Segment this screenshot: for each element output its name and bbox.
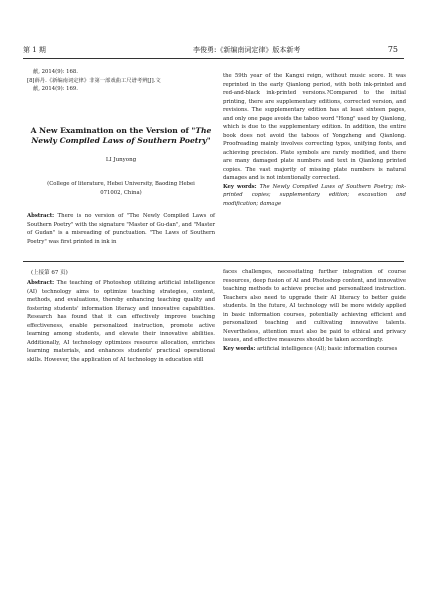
reference-8-continuation: 献, 2014(9): 169. bbox=[33, 86, 78, 92]
keywords-text: The Newly Compiled Laws of Southern Poetry; ink-printed copies; supplementary edition; excavation and modification; damage bbox=[223, 183, 406, 207]
continued-abstract-text-right: faces challenges, necessitating further integration of course resources, deep fusion of AI and Photoshop content, and innovative teaching methods to achieve precise and personalized instruction. Teachers also need to upgrade their AI literacy to better guide students. In the future, AI technology will be more widely applied in basic information courses, potentially achieving efficient and personalized teaching and cultivating innovative talents. Nevertheless, attention must also be paid to ethical and privacy issues, and effective measures should be taken accordingly. bbox=[223, 269, 406, 343]
continued-label: (上接第 67 页) bbox=[31, 270, 68, 276]
continued-abstract-right bbox=[223, 268, 406, 353]
reference-continuation: 献, 2014(9): 168. bbox=[33, 69, 78, 75]
english-title: A New Examination on the Version of "The Newly Compiled Laws of Southern Poetry" bbox=[30, 126, 212, 145]
abstract-text-right: the 59th year of the Kangxi reign, without music score. It was reprinted in the early Qianlong period, with both ink-printed and red-and-black ink-printed versions.?Compared to the initial printing, there are supplementary editions, corrected version, and revisions. The supplementary edition has at least sixteen pages, and only one page avoids the taboo word "Hong" used by Qianlong, which is due to the supplementary edition. In addition, the entire book does not avoid the taboos of Yongzheng and Qianlong. Proofreading mainly involves correcting typos, unifying fonts, and achieving precision. Plate symbols are rarely modified, and there are many damaged plate numbers and text in Qianlong printed copies. The vast majority of missing plate numbers is natural damages and is not intentionally corrected. bbox=[223, 73, 406, 181]
continued-abstract-left bbox=[27, 279, 215, 364]
abstract-label: Abstract: bbox=[27, 213, 55, 219]
continued-abstract-text-left: The teaching of Photoshop utilizing artificial intelligence (AI) technology aims to optimize teaching strategies, content, methods, and evaluations, thereby enhancing teaching quality and fostering students' information literacy and innovative capabilities. Research has found that it can effectively improve teaching effectiveness, enable personalized instruction, promote active learning among students, and elevate their innovative abilities. Additionally, AI technology optimizes resource allocation, enriches learning materials, and enhances students' practical operational skills. However, the application of AI technology in education still bbox=[27, 280, 215, 363]
section-divider bbox=[23, 261, 404, 262]
issue-label: 第 1 期 bbox=[23, 46, 46, 54]
continued-abstract-label: Abstract: bbox=[27, 280, 55, 286]
continued-keywords-label: Key words: bbox=[223, 345, 256, 352]
page-number: 75 bbox=[387, 45, 398, 54]
reference-8: [8]薛丹.《新编南词定律》非第一部戏曲工尺谱考辨[J].文 bbox=[27, 77, 161, 84]
running-header bbox=[23, 44, 404, 56]
affiliation-line-2: 071002, China) bbox=[100, 189, 142, 196]
author-name: LI Junyong bbox=[105, 157, 137, 163]
english-abstract-right bbox=[223, 72, 406, 208]
continued-keywords-text: artificial intelligence (AI); basic information courses bbox=[257, 345, 398, 352]
affiliation bbox=[27, 180, 215, 197]
english-abstract-left bbox=[27, 212, 215, 246]
references-block bbox=[27, 68, 215, 94]
title-italic: The Newly Compiled Laws of Southern Poetry bbox=[31, 126, 212, 145]
keywords-label: Key words: bbox=[223, 183, 257, 190]
header-rule bbox=[23, 58, 404, 59]
running-title: 李俊勇:《新编南词定律》版本新考 bbox=[193, 46, 301, 54]
affiliation-line-1: (College of literature, Hebei University, Baoding Hebei bbox=[47, 181, 195, 187]
abstract-text-left: There is no version of "The Newly Compiled Laws of Southern Poetry" with the signature "Master of Gu-dan", and "Master of Gudan" is a misreading of punctuation. "The Laws of Southern Poetry" was first printed in ink in bbox=[27, 213, 216, 245]
